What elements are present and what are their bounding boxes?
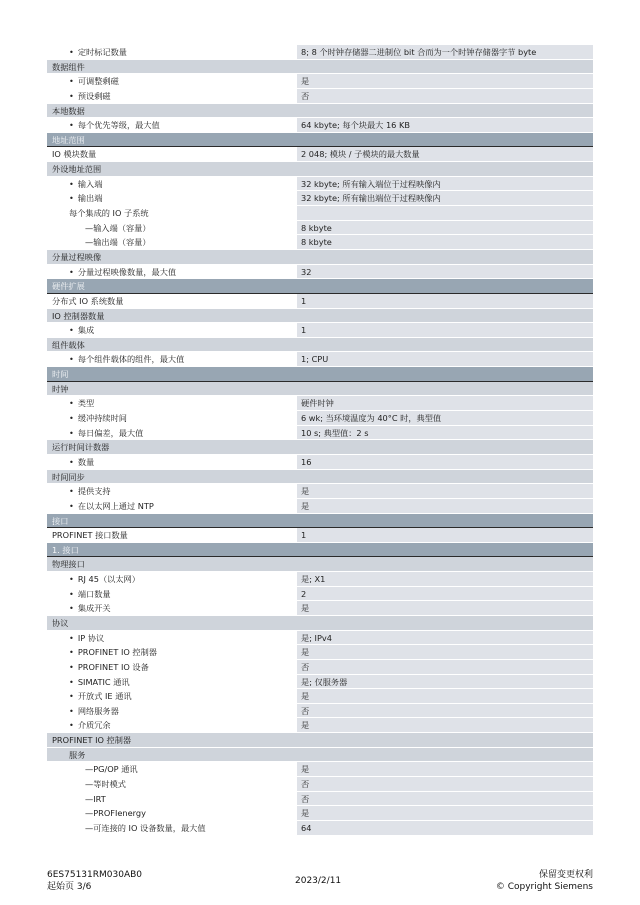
spec-label: • 网络服务器 [47,704,294,718]
spec-row [47,455,593,470]
spec-label: • 输入端 [47,177,294,191]
order-number: 6ES75131RM030AB0 [47,870,143,880]
spec-label: • 可调整剩磁 [47,74,294,88]
spec-label: 硬件扩展 [52,281,85,292]
spec-row [47,352,593,367]
group-header [47,616,593,631]
spec-label: 1. 接口 [52,544,79,555]
group-header [47,162,593,177]
spec-label: • 端口数量 [47,587,294,601]
section-header [47,133,593,148]
print-date: 2023/2/11 [295,876,342,886]
spec-value: 是 [297,718,593,732]
spec-row [47,806,593,821]
spec-value: 否 [297,89,593,103]
spec-label: • 分量过程映像数量，最大值 [47,265,294,279]
spec-label: • 介质冗余 [47,718,294,732]
spec-label: 本地数据 [52,105,85,116]
spec-value: 是; 仅服务器 [297,675,593,689]
spec-label: — PG/OP 通讯 [47,762,294,776]
spec-label: • 开放式 IE 通讯 [47,689,294,703]
spec-label: 组件载体 [52,339,85,350]
spec-label: — 输出端（容量） [47,235,294,249]
spec-value: 否 [297,704,593,718]
spec-row [47,499,593,514]
spec-row [47,177,593,192]
spec-value: 1 [297,323,593,337]
spec-label: — PROFIenergy [47,806,294,820]
group-header [47,60,593,75]
spec-value: 是 [297,74,593,88]
copyright-notice: © Copyright Siemens [495,882,593,892]
spec-row [47,411,593,426]
spec-row [47,294,593,309]
spec-label: • 类型 [47,396,294,410]
spec-row [47,660,593,675]
spec-value: 是 [297,484,593,498]
spec-row [47,118,593,133]
section-header [47,367,593,382]
spec-value: 8 kbyte [297,235,593,249]
spec-table [47,45,593,836]
spec-label: • 输出端 [47,191,294,205]
group-header [47,440,593,455]
spec-value: 32 kbyte; 所有输出端位于过程映像内 [297,191,593,205]
spec-row [47,821,593,836]
spec-row [47,221,593,236]
spec-label: 时钟 [52,383,69,394]
spec-value [297,206,593,220]
spec-label: PROFINET 接口数量 [47,528,294,542]
spec-row [47,206,593,221]
spec-value: 是; X1 [297,572,593,586]
spec-label: 时间同步 [52,471,85,482]
spec-label: • 数量 [47,455,294,469]
spec-row [47,675,593,690]
spec-label: 地址范围 [52,134,85,145]
spec-label: • 缓冲持续时间 [47,411,294,425]
spec-row [47,45,593,60]
spec-value: 否 [297,660,593,674]
spec-label: 分布式 IO 系统数量 [47,294,294,308]
spec-row [47,762,593,777]
section-header [47,543,593,558]
spec-label: — IRT [47,792,294,806]
spec-value: 是 [297,645,593,659]
spec-row [47,235,593,250]
spec-label: IO 模块数量 [47,147,294,161]
spec-value: 1; CPU [297,352,593,366]
group-header [47,338,593,353]
spec-label: — 可连接的 IO 设备数量，最大值 [47,821,294,835]
spec-value: 是 [297,806,593,820]
spec-label: — 等时模式 [47,777,294,791]
spec-row [47,74,593,89]
section-header [47,279,593,294]
spec-label: • SIMATIC 通讯 [47,675,294,689]
spec-label: 时间 [52,369,69,380]
spec-row [47,426,593,441]
spec-value: 1 [297,528,593,542]
spec-value: 是; IPv4 [297,631,593,645]
spec-row [47,323,593,338]
spec-row [47,484,593,499]
spec-row [47,191,593,206]
spec-row [47,777,593,792]
spec-value: 64 [297,821,593,835]
section-header [47,514,593,529]
spec-value: 6 wk; 当环境温度为 40°C 时，典型值 [297,411,593,425]
spec-label: • 每日偏差，最大值 [47,426,294,440]
spec-value: 32 [297,265,593,279]
group-header [47,104,593,119]
spec-label: • 定时标记数量 [47,45,294,59]
spec-label: — 输入端（容量） [47,221,294,235]
spec-value: 是 [297,499,593,513]
spec-label: 运行时间计数器 [52,442,110,453]
spec-value: 32 kbyte; 所有输入端位于过程映像内 [297,177,593,191]
group-header [47,382,593,397]
spec-value: 否 [297,777,593,791]
spec-label: • IP 协议 [47,631,294,645]
spec-row [47,528,593,543]
group-header [47,250,593,265]
spec-label: 服务 [69,749,86,760]
group-header [47,470,593,485]
spec-label: 分量过程映像 [52,251,102,262]
spec-label: • 集成 [47,323,294,337]
spec-value: 是 [297,762,593,776]
spec-row [47,689,593,704]
spec-row [47,704,593,719]
spec-value: 是 [297,601,593,615]
spec-value: 64 kbyte; 每个块最大 16 KB [297,118,593,132]
spec-label: 接口 [52,515,69,526]
spec-row [47,718,593,733]
group-header [47,557,593,572]
group-header [47,309,593,324]
spec-row [47,601,593,616]
spec-row [47,265,593,280]
spec-value: 2 048; 模块 / 子模块的最大数量 [297,147,593,161]
page-indicator: 起始页 3/6 [47,882,92,892]
spec-value: 10 s; 典型值：2 s [297,426,593,440]
spec-label: • 集成开关 [47,601,294,615]
group-header [47,733,593,748]
spec-label: • 预设剩磁 [47,89,294,103]
spec-value: 8 kbyte [297,221,593,235]
spec-label: • 在以太网上通过 NTP [47,499,294,513]
spec-row [47,396,593,411]
spec-value: 16 [297,455,593,469]
group-header [47,748,593,763]
spec-label: 协议 [52,617,69,628]
spec-label: • PROFINET IO 控制器 [47,645,294,659]
spec-label: • 每个组件载体的组件，最大值 [47,352,294,366]
spec-label: PROFINET IO 控制器 [52,735,132,746]
spec-label: 数据组件 [52,61,85,72]
spec-row [47,792,593,807]
spec-value: 8; 8 个时钟存储器二进制位 bit 合而为一个时钟存储器字节 byte [297,45,593,59]
spec-row [47,147,593,162]
spec-value: 2 [297,587,593,601]
spec-label: • 提供支持 [47,484,294,498]
spec-label: • PROFINET IO 设备 [47,660,294,674]
spec-row [47,89,593,104]
spec-label: 物理接口 [52,559,85,570]
spec-row [47,645,593,660]
spec-label: • RJ 45（以太网） [47,572,294,586]
spec-value: 1 [297,294,593,308]
spec-label: • 每个优先等级，最大值 [47,118,294,132]
spec-value: 是 [297,689,593,703]
spec-label: 每个集成的 IO 子系统 [47,206,294,220]
spec-row [47,587,593,602]
spec-value: 否 [297,792,593,806]
rights-notice: 保留变更权利 [538,870,593,880]
spec-value: 硬件时钟 [297,396,593,410]
spec-label: IO 控制器数量 [52,310,105,321]
spec-row [47,631,593,646]
spec-label: 外设地址范围 [52,164,102,175]
spec-row [47,572,593,587]
